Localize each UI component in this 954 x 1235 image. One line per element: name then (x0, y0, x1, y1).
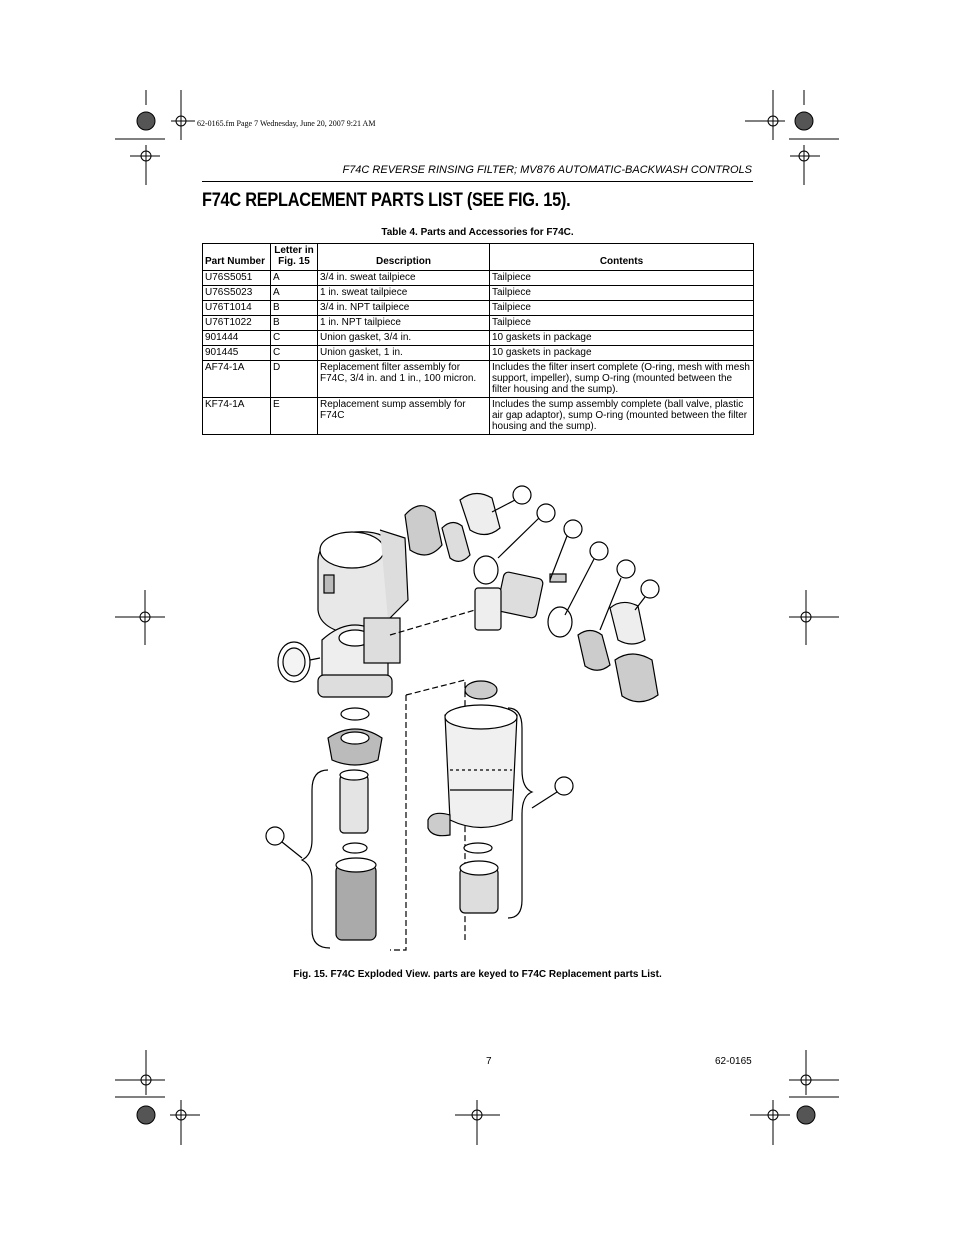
header-part-number: Part Number (203, 244, 271, 271)
section-title: F74C REPLACEMENT PARTS LIST (SEE FIG. 15). (202, 190, 571, 211)
cell-letter: D (271, 361, 318, 398)
table-row (203, 346, 754, 361)
table-row (203, 301, 754, 316)
cell-letter: C (271, 331, 318, 346)
cell-contents: Tailpiece (490, 271, 754, 286)
cell-part-number: U76T1014 (203, 301, 271, 316)
cell-description: 1 in. sweat tailpiece (318, 286, 490, 301)
cell-contents: 10 gaskets in package (490, 346, 754, 361)
table-row (203, 271, 754, 286)
cell-contents: 10 gaskets in package (490, 331, 754, 346)
table-row (203, 286, 754, 301)
header-contents: Contents (490, 244, 754, 271)
cell-letter: C (271, 346, 318, 361)
header-description: Description (318, 244, 490, 271)
header-rule (202, 181, 753, 182)
cell-description: Union gasket, 1 in. (318, 346, 490, 361)
cell-description: Union gasket, 3/4 in. (318, 331, 490, 346)
table-row (203, 398, 754, 435)
cell-letter: E (271, 398, 318, 435)
cell-part-number: 901445 (203, 346, 271, 361)
cell-description: 3/4 in. NPT tailpiece (318, 301, 490, 316)
table-header-row (203, 244, 754, 271)
exploded-view-diagram (260, 470, 700, 960)
cell-description: Replacement filter assembly for F74C, 3/4 in. and 1 in., 100 micron. (318, 361, 490, 398)
file-slug: 62-0165.fm Page 7 Wednesday, June 20, 2007 9:21 AM (197, 119, 376, 128)
sump-bowl-illustration (428, 681, 517, 913)
table-row (203, 331, 754, 346)
cell-part-number: 901444 (203, 331, 271, 346)
table-row (203, 316, 754, 331)
cell-letter: B (271, 316, 318, 331)
cell-description: Replacement sump assembly for F74C (318, 398, 490, 435)
cell-letter: A (271, 286, 318, 301)
cell-part-number: AF74-1A (203, 361, 271, 398)
cell-letter: B (271, 301, 318, 316)
cell-contents: Tailpiece (490, 286, 754, 301)
cell-part-number: U76T1022 (203, 316, 271, 331)
cell-contents: Includes the filter insert complete (O-ring, mesh with mesh support, impeller), sump O-ring (mounted between the filter housing and the sump). (490, 361, 754, 398)
cell-part-number: U76S5051 (203, 271, 271, 286)
running-header: F74C REVERSE RINSING FILTER; MV876 AUTOMATIC-BACKWASH CONTROLS (342, 164, 752, 176)
header-letter: Letter in Fig. 15 (271, 244, 318, 271)
parts-table (202, 243, 754, 435)
figure-caption: Fig. 15. F74C Exploded View. parts are keyed to F74C Replacement parts List. (293, 969, 662, 980)
cell-contents: Tailpiece (490, 316, 754, 331)
cell-contents: Includes the sump assembly complete (ball valve, plastic air gap adaptor), sump O-ring (mounted between the filter housing and the sump). (490, 398, 754, 435)
page-number: 7 (486, 1056, 492, 1067)
cell-description: 3/4 in. sweat tailpiece (318, 271, 490, 286)
cell-part-number: U76S5023 (203, 286, 271, 301)
cell-part-number: KF74-1A (203, 398, 271, 435)
cell-description: 1 in. NPT tailpiece (318, 316, 490, 331)
housing-head-illustration (278, 618, 400, 697)
cell-letter: A (271, 271, 318, 286)
cell-contents: Tailpiece (490, 301, 754, 316)
table-caption: Table 4. Parts and Accessories for F74C. (381, 227, 574, 238)
document-number: 62-0165 (715, 1056, 752, 1067)
table-row (203, 361, 754, 398)
